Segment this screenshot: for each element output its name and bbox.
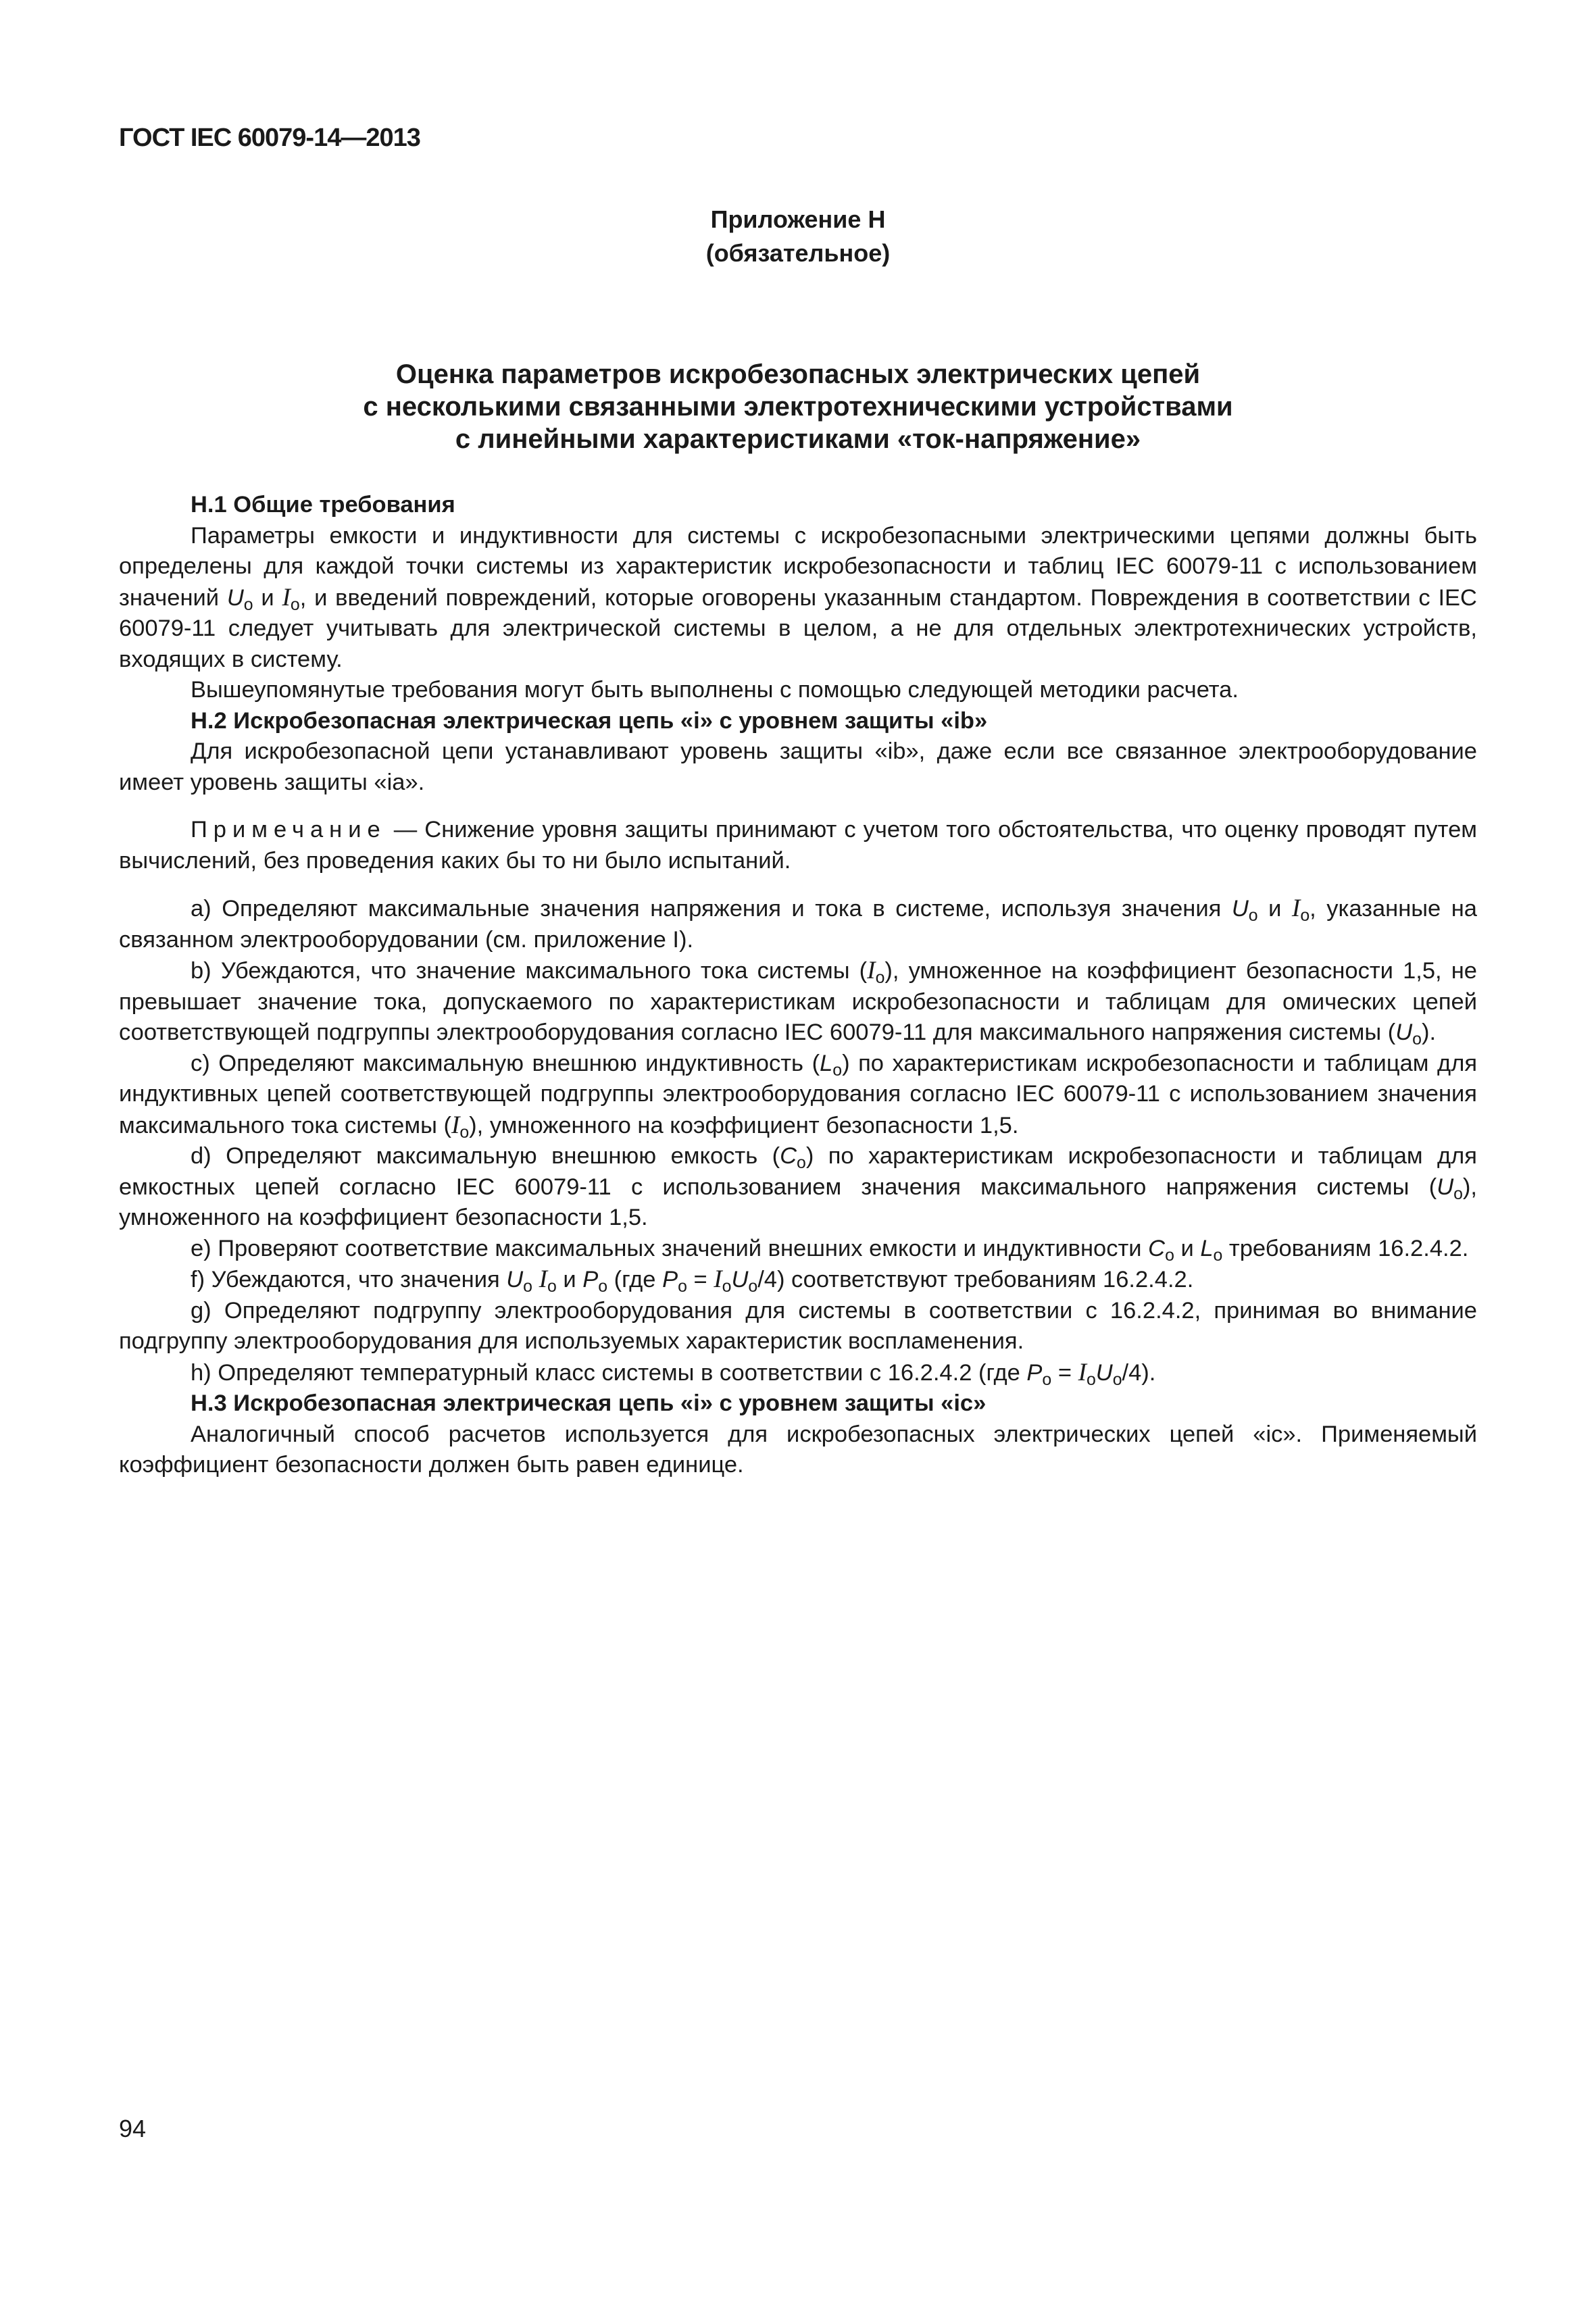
- note-label: Примечание: [191, 817, 386, 842]
- subscript: o: [748, 1277, 758, 1296]
- text: ), умноженного на коэффициент безопасности 1,5.: [119, 1174, 1477, 1230]
- text: Параметры емкости и индуктивности для системы с искробезопасными электрическими цепями должны быть определены для каждой точки системы из характеристик искробезопасности и таблиц IEC 60079-11 с использованием значений: [119, 522, 1477, 611]
- symbol-i: I: [1078, 1358, 1087, 1386]
- document-header: ГОСТ IEC 60079-14—2013: [119, 124, 420, 152]
- symbol-p: P: [662, 1267, 678, 1292]
- symbol-u: U: [1231, 896, 1249, 922]
- title-line-2: с несколькими связанными электротехническими устройствами: [363, 392, 1233, 422]
- subscript: o: [1248, 906, 1258, 925]
- subscript: o: [797, 1153, 806, 1172]
- text: и: [556, 1267, 583, 1292]
- text: /4).: [1122, 1359, 1156, 1386]
- annex-title: Приложение Н: [710, 205, 886, 233]
- subscript: o: [1112, 1370, 1122, 1389]
- subscript: o: [678, 1277, 687, 1296]
- subscript: o: [875, 968, 885, 987]
- symbol-c: C: [780, 1143, 797, 1169]
- list-item-h: [119, 1357, 1477, 1389]
- symbol-l: L: [1200, 1235, 1214, 1261]
- text: и: [1174, 1235, 1201, 1261]
- subscript: o: [290, 595, 300, 614]
- text: , и введений повреждений, которые оговорены указанным стандартом. Повреждения в соответствии с IEC 60079-11 следует учитывать для электрической системы в целом, а не для отдельных электротехнических устройств, входящих в систему.: [119, 584, 1477, 672]
- text: f) Убеждаются, что значения: [191, 1267, 507, 1292]
- subscript: o: [243, 595, 253, 614]
- annex-status: (обязательное): [705, 239, 891, 267]
- section-heading-h3: Н.3 Искробезопасная электрическая цепь «i» с уровнем защиты «ic»: [191, 1390, 987, 1416]
- paragraph-h3-1: Аналогичный способ расчетов используется для искробезопасных электрических цепей «ic». Применяемый коэффициент безопасности должен быть равен единице.: [119, 1421, 1477, 1478]
- symbol-u: U: [1395, 1020, 1413, 1045]
- symbol-u: U: [226, 584, 244, 611]
- text: =: [687, 1267, 714, 1292]
- text: =: [1051, 1359, 1078, 1386]
- document-body: [119, 490, 1477, 1481]
- subscript: o: [523, 1277, 532, 1296]
- symbol-i: I: [282, 583, 291, 611]
- text: (где: [607, 1267, 663, 1292]
- subscript: o: [1086, 1370, 1096, 1389]
- symbol-p: P: [582, 1267, 599, 1292]
- symbol-u: U: [731, 1267, 749, 1292]
- title-line-1: Оценка параметров искробезопасных электрических цепей: [395, 359, 1201, 389]
- list-item-f: [119, 1264, 1477, 1296]
- subscript: o: [1042, 1370, 1052, 1389]
- annex-main-title: [0, 358, 1596, 455]
- text: а) Определяют максимальные значения напряжения и тока в системе, используя значения: [191, 896, 1232, 922]
- text: е) Проверяют соответствие максимальных значений внешних емкости и индуктивности: [191, 1235, 1149, 1261]
- subscript: o: [1165, 1246, 1174, 1265]
- section-heading-h1: Н.1 Общие требования: [191, 492, 455, 518]
- text: h) Определяют температурный класс системы в соответствии с 16.2.4.2 (где: [191, 1359, 1027, 1386]
- subscript: o: [459, 1123, 470, 1142]
- text: ) по характеристикам искробезопасности и таблицам для индуктивных цепей соответствующей подгруппы электрооборудования согласно IEC 60079-11 с использованием значения максимального тока системы (: [119, 1050, 1478, 1138]
- note-text: — Снижение уровня защиты принимают с учетом того обстоятельства, что оценку проводят путем вычислений, без проведения каких бы то ни было испытаний.: [119, 817, 1477, 874]
- text: ) по характеристикам искробезопасности и таблицам для емкостных цепей согласно IEC 60079-11 с использованием значения максимального напряжения системы (: [119, 1143, 1477, 1200]
- note-paragraph: [119, 815, 1477, 876]
- text: d) Определяют максимальную внешнюю емкость (: [191, 1143, 780, 1169]
- paragraph-h1-2: Вышеупомянутые требования могут быть выполнены с помощью следующей методики расчета.: [191, 677, 1239, 703]
- section-heading-h2: Н.2 Искробезопасная электрическая цепь «i» с уровнем защиты «ib»: [191, 707, 988, 734]
- paragraph-h2-1: Для искробезопасной цепи устанавливают уровень защиты «ib», даже если все связанное электрооборудование имеет уровень защиты «ia».: [119, 738, 1477, 795]
- title-line-3: с линейными характеристиками «ток-напряжение»: [455, 424, 1141, 454]
- symbol-i: I: [1291, 895, 1301, 922]
- subscript: o: [832, 1061, 843, 1080]
- page-number: 94: [119, 2115, 147, 2142]
- text: ).: [1421, 1020, 1437, 1045]
- subscript: o: [1300, 906, 1310, 925]
- text: требованиям 16.2.4.2.: [1222, 1235, 1469, 1261]
- symbol-c: C: [1148, 1235, 1166, 1261]
- text: /4) соответствуют требованиям 16.2.4.2.: [757, 1267, 1194, 1292]
- symbol-u: U: [1437, 1174, 1454, 1200]
- annex-heading: [0, 203, 1596, 270]
- symbol-i: I: [451, 1111, 460, 1139]
- symbol-l: L: [820, 1050, 833, 1076]
- symbol-p: P: [1026, 1359, 1043, 1386]
- subscript: o: [547, 1277, 557, 1296]
- text: с) Определяют максимальную внешнюю индуктивность (: [191, 1050, 820, 1076]
- subscript: o: [598, 1277, 608, 1296]
- subscript: o: [1213, 1246, 1223, 1265]
- list-item-d: [119, 1141, 1477, 1234]
- symbol-i: I: [714, 1265, 722, 1293]
- list-item-b: [119, 955, 1477, 1049]
- list-item-a: [119, 893, 1477, 955]
- symbol-i: I: [539, 1265, 547, 1293]
- list-item-g: g) Определяют подгруппу электрооборудования для системы в соответствии с 16.2.4.2, принимая во внимание подгруппу электрооборудования для используемых характеристик воспламенения.: [119, 1297, 1477, 1354]
- text: и: [1257, 896, 1292, 922]
- text: ), умноженного на коэффициент безопасности 1,5.: [469, 1112, 1019, 1138]
- subscript: o: [1412, 1030, 1422, 1049]
- text: b) Убеждаются, что значение максимального тока системы (: [191, 958, 868, 984]
- subscript: o: [1453, 1184, 1463, 1203]
- text: и: [253, 584, 282, 611]
- symbol-u: U: [506, 1267, 524, 1292]
- text: ), умноженное на коэффициент безопасности 1,5, не превышает значение тока, допускаемого по характеристикам искробезопасности и таблицам для омических цепей соответствующей подгруппы электрооборудования согласно IEC 60079-11 для максимального напряжения системы (: [119, 958, 1477, 1045]
- list-item-e: [119, 1234, 1477, 1265]
- paragraph-h1-1: [119, 521, 1477, 676]
- subscript: o: [722, 1277, 732, 1296]
- symbol-i: I: [867, 957, 876, 984]
- list-item-c: [119, 1049, 1477, 1142]
- text: , указанные на связанном электрооборудовании (см. приложение I).: [119, 896, 1477, 953]
- symbol-u: U: [1095, 1359, 1113, 1386]
